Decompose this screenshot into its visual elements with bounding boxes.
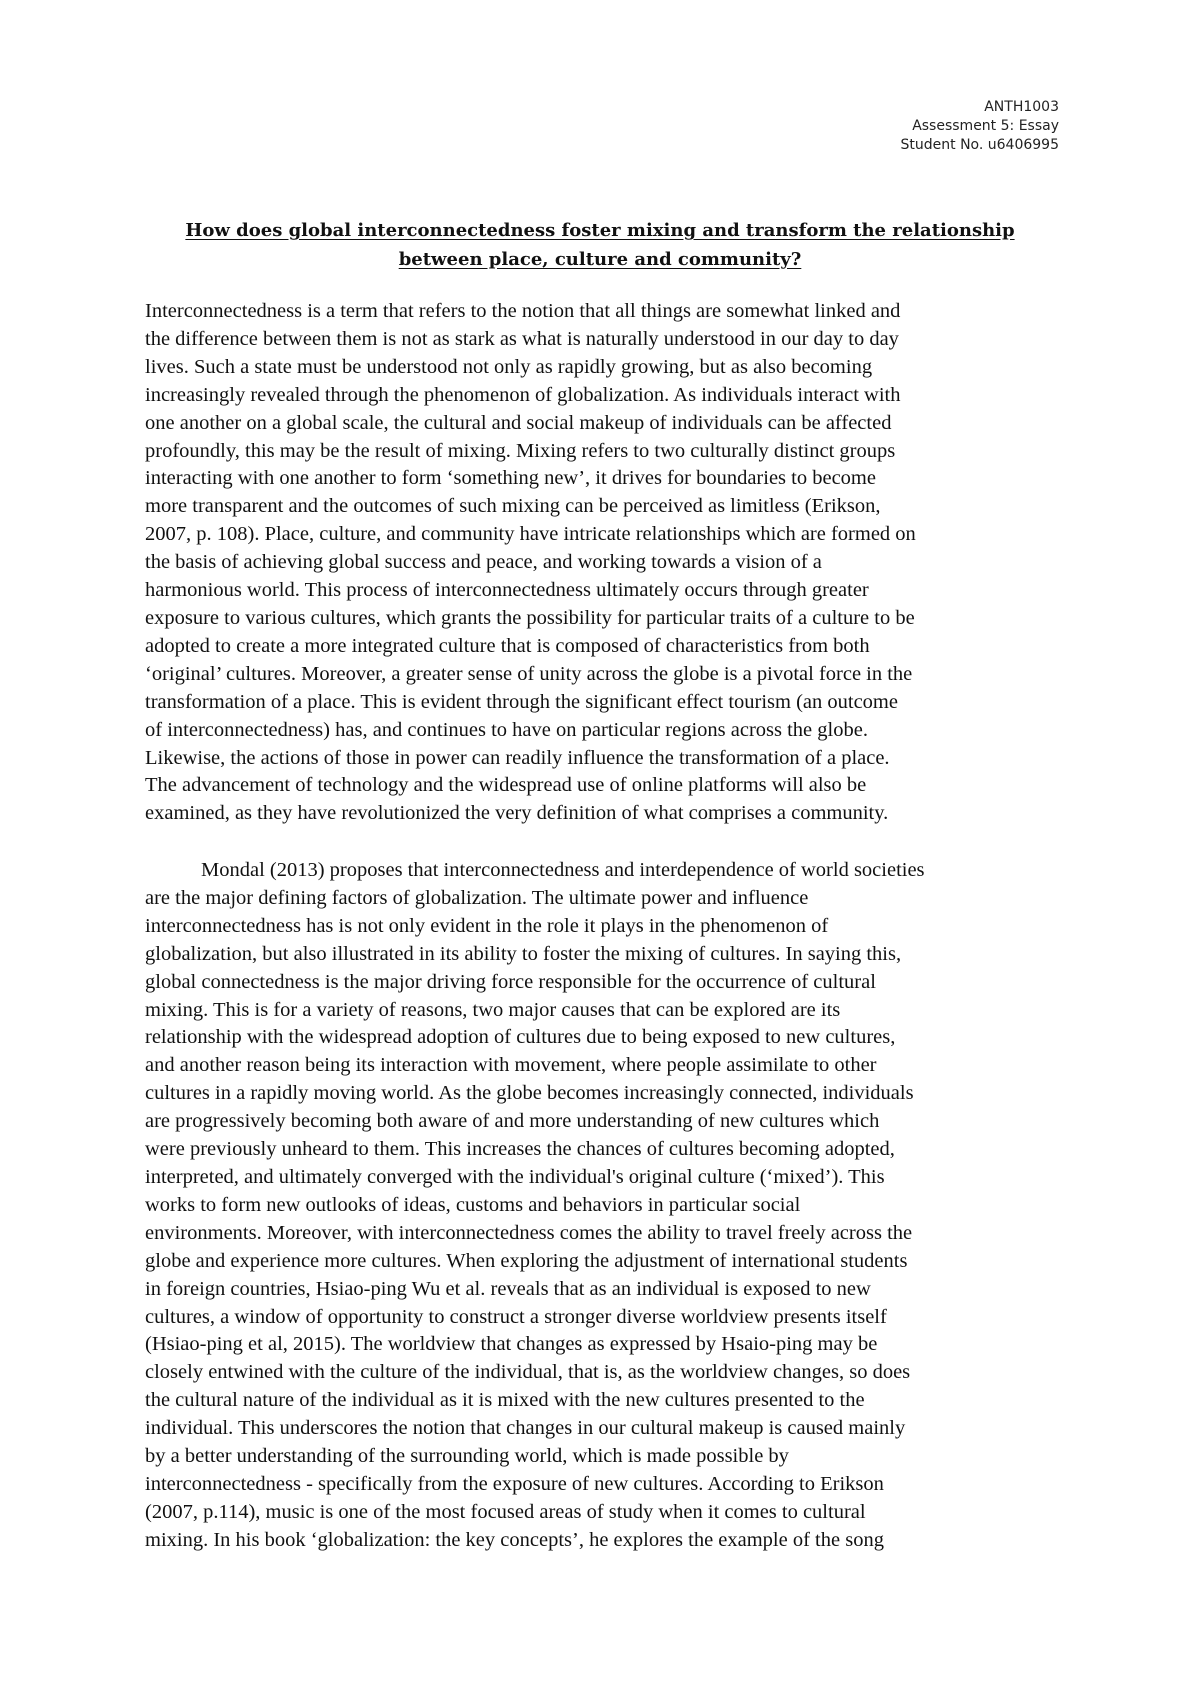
text-line: ‘original’ cultures. Moreover, a greater sense of unity across the globe is a pivotal force in the [145,662,913,685]
text-line: (Hsiao-ping et al, 2015). The worldview that changes as expressed by Hsaio-ping may be [145,1333,878,1356]
text-line [145,857,1065,885]
text-line: by a better understanding of the surrounding world, which is made possible by [145,1445,789,1468]
text-line: interacting with one another to form ‘something new’, it drives for boundaries to become [145,467,876,490]
text-line: works to form new outlooks of ideas, customs and behaviors in particular social [145,1193,801,1216]
text-line: harmonious world. This process of interconnectedness ultimately occurs through greater [145,579,869,602]
text-line: cultures, a window of opportunity to construct a stronger diverse worldview presents itself [145,1305,887,1328]
text-line: examined, as they have revolutionized the very definition of what comprises a community. [145,802,889,825]
text-line: were previously unheard to them. This increases the chances of cultures becoming adopted, [145,1138,895,1161]
text-line: more transparent and the outcomes of such mixing can be perceived as limitless (Erikson, [145,495,881,518]
text-line: the difference between them is not as stark as what is naturally understood in our day to day [145,327,899,350]
text-line: individual. This underscores the notion that changes in our cultural makeup is caused mainly [145,1417,906,1440]
text-line: The advancement of technology and the widespread use of online platforms will also be [145,774,867,797]
text-line: globalization, but also illustrated in its ability to foster the mixing of cultures. In saying this, [145,942,902,965]
text-line: globe and experience more cultures. When exploring the adjustment of international students [145,1249,908,1272]
text-line: closely entwined with the culture of the individual, that is, as the worldview changes, so does [145,1361,911,1384]
title-line-1: How does global interconnectedness foster mixing and transform the relationship [185,220,1015,241]
essay-title [145,216,1055,274]
text-line: the basis of achieving global success and peace, and working towards a vision of a [145,551,822,574]
text-line: lives. Such a state must be understood not only as rapidly growing, but as also becoming [145,355,873,378]
text-line: one another on a global scale, the cultural and social makeup of individuals can be affected [145,411,892,434]
header-block [901,98,1059,155]
text-line: increasingly revealed through the phenomenon of globalization. As individuals interact with [145,383,901,406]
title-line-2: between place, culture and community? [398,249,802,270]
text-line: transformation of a place. This is evident through the significant effect tourism (an outcome [145,690,898,713]
course-code: ANTH1003 [984,99,1059,115]
text-line: of interconnectedness) has, and continues to have on particular regions across the globe. [145,718,868,741]
text-line: (2007, p.114), music is one of the most focused areas of study when it comes to cultural [145,1500,866,1523]
text-line: global connectedness is the major driving force responsible for the occurrence of cultural [145,970,876,993]
text-line: cultures in a rapidly moving world. As the globe becomes increasingly connected, individuals [145,1082,914,1105]
paragraph-introduction [145,298,1065,828]
text-line: exposure to various cultures, which grants the possibility for particular traits of a culture to be [145,606,915,629]
text-line: interconnectedness - specifically from the exposure of new cultures. According to Erikson [145,1472,884,1495]
text-line: Likewise, the actions of those in power can readily influence the transformation of a place. [145,746,890,769]
text-line: and another reason being its interaction with movement, where people assimilate to other [145,1054,877,1077]
text-line: in foreign countries, Hsiao-ping Wu et al. reveals that as an individual is exposed to new [145,1277,871,1300]
text-line: the cultural nature of the individual as it is mixed with the new cultures presented to the [145,1389,865,1412]
assessment-label: Assessment 5: Essay [912,118,1059,134]
text-line: mixing. In his book ‘globalization: the key concepts’, he explores the example of the song [145,1528,884,1551]
paragraph-mixing [145,857,1065,1555]
student-number: Student No. u6406995 [900,137,1059,153]
text-line-content: Mondal (2013) proposes that interconnectedness and interdependence of world societies [201,859,925,881]
text-line: interconnectedness has is not only evident in the role it plays in the phenomenon of [145,914,829,937]
text-line: adopted to create a more integrated culture that is composed of characteristics from both [145,634,870,657]
text-line: 2007, p. 108). Place, culture, and community have intricate relationships which are formed on [145,523,916,546]
text-line: are progressively becoming both aware of and more understanding of new cultures which [145,1110,880,1133]
text-line: mixing. This is for a variety of reasons, two major causes that can be explored are its [145,998,841,1021]
text-line: are the major defining factors of globalization. The ultimate power and influence [145,886,809,909]
text-line: Interconnectedness is a term that refers to the notion that all things are somewhat linked and [145,300,901,322]
text-line: relationship with the widespread adoption of cultures due to being exposed to new cultures, [145,1026,896,1049]
text-line: interpreted, and ultimately converged with the individual's original culture (‘mixed’). This [145,1165,885,1188]
text-line: environments. Moreover, with interconnectedness comes the ability to travel freely across the [145,1221,913,1244]
text-line: profoundly, this may be the result of mixing. Mixing refers to two culturally distinct groups [145,439,896,462]
